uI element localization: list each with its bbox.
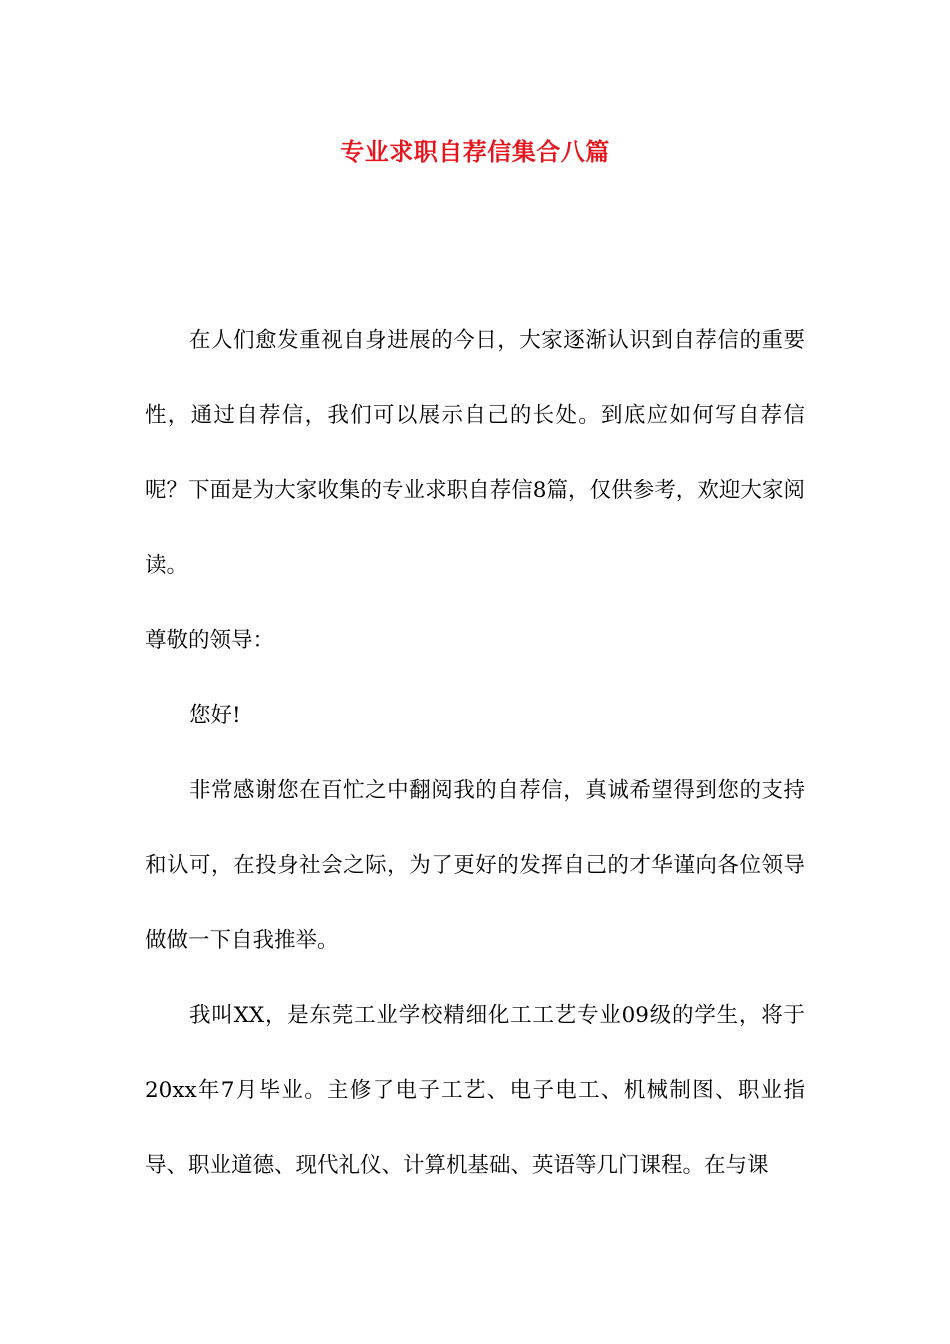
body-paragraph-thanks: 非常感谢您在百忙之中翻阅我的自荐信，真诚希望得到您的支持和认可，在投身社会之际，为了更好的发挥自己的才华谨向各位领导做做一下自我推举。 [145,778,805,953]
salutation: 尊敬的领导： [145,628,275,653]
intro-paragraph: 在人们愈发重视自身进展的今日，大家逐渐认识到自荐信的重要性，通过自荐信，我们可以展示自己的长处。到底应如何写自荐信呢？下面是为大家收集的专业求职自荐信8篇，仅供参考，欢迎大家阅读。 [145,328,805,578]
body-paragraph-self-intro: 我叫XX，是东莞工业学校精细化工工艺专业09级的学生，将于20xx年7月毕业。主修了电子工艺、电子电工、机械制图、职业指导、职业道德、现代礼仪、计算机基础、英语等几门课程。在与课 [145,1003,805,1178]
document-title: 专业求职自荐信集合八篇 [340,137,610,166]
greeting: 您好! [189,703,241,728]
document-body [145,303,805,1203]
